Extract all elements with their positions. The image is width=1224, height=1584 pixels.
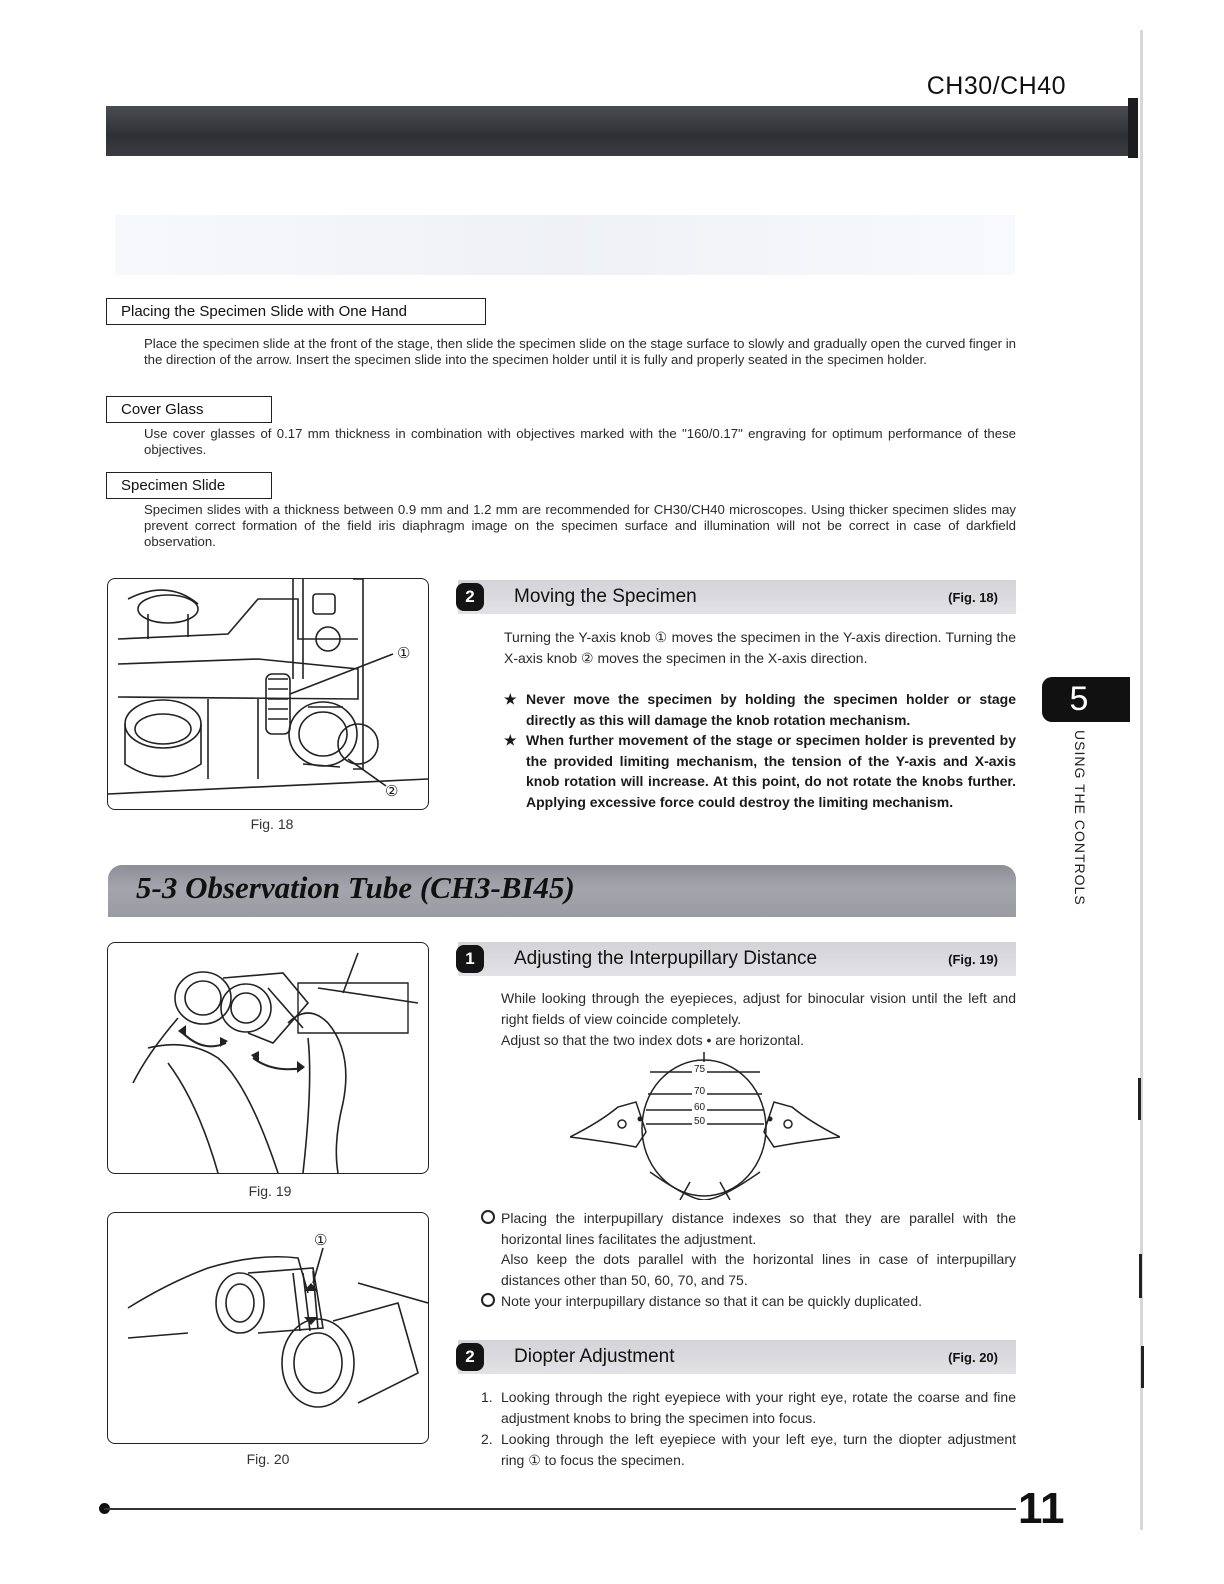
fig-reference: (Fig. 18) bbox=[948, 589, 998, 605]
note-text: Placing the interpupillary distance indexes so that they are parallel with the horizontal lines facilitates the adjustment. bbox=[501, 1210, 1016, 1247]
chapter-label-text: USING THE CONTROLS bbox=[1072, 730, 1088, 906]
interpupillary-text: While looking through the eyepieces, adjust for binocular vision until the left and right fields of view coincide completely. bbox=[501, 990, 1016, 1027]
stage-knob-illustration bbox=[108, 579, 428, 809]
page-number: 11 bbox=[1018, 1484, 1065, 1533]
fig-reference: (Fig. 20) bbox=[948, 1349, 998, 1365]
figure-18-caption: Fig. 18 bbox=[250, 816, 294, 832]
step-text: Looking through the left eyepiece with your left eye, turn the diopter adjustment ring ① to focus the specimen. bbox=[501, 1431, 1016, 1468]
margin-tick bbox=[1139, 1254, 1142, 1298]
step-number: 2. bbox=[481, 1431, 493, 1447]
diopter-ring-illustration bbox=[108, 1213, 428, 1443]
section-heading-one-hand: Placing the Specimen Slide with One Hand bbox=[106, 298, 486, 325]
margin-tick bbox=[1138, 1078, 1141, 1120]
interpupillary-scale-diagram bbox=[570, 1052, 840, 1200]
interpupillary-title: Adjusting the Interpupillary Distance bbox=[514, 948, 818, 969]
warning-star-icon: ★ bbox=[504, 732, 517, 748]
callout-1: ① bbox=[397, 645, 411, 662]
note-bullet-icon bbox=[481, 1210, 495, 1224]
chapter-tab: 5 bbox=[1042, 677, 1130, 722]
warning-item bbox=[504, 730, 1016, 812]
step-number: 1. bbox=[481, 1389, 493, 1405]
diopter-step bbox=[481, 1387, 1016, 1428]
figure-19-caption: Fig. 19 bbox=[248, 1183, 292, 1199]
diopter-header bbox=[458, 1340, 1016, 1374]
warning-text: Never move the specimen by holding the specimen holder or stage directly as this will damage the knob rotation mechanism. bbox=[526, 691, 1016, 728]
note-text: Note your interpupillary distance so that it can be quickly duplicated. bbox=[501, 1293, 923, 1309]
moving-specimen-title: Moving the Specimen bbox=[514, 586, 697, 607]
specimen-slide-text: Specimen slides with a thickness between 0.9 mm and 1.2 mm are recommended for CH30/CH40 microscopes. Using thicker specimen slides may prevent correct formation of the field iris diaphragm image on the specimen surface and illumination will not be correct in case of darkfield observation. bbox=[144, 502, 1016, 549]
interpupillary-header bbox=[458, 942, 1016, 976]
eyepiece-hands-illustration bbox=[108, 943, 428, 1173]
interpupillary-text-2: Adjust so that the two index dots • are horizontal. bbox=[501, 1032, 804, 1048]
scale-label-75: 75 bbox=[694, 1064, 706, 1075]
note-item bbox=[501, 1208, 1016, 1290]
cover-glass-text: Use cover glasses of 0.17 mm thickness in combination with objectives marked with the "160/0.17" engraving for optimum performance of these objectives. bbox=[144, 426, 1016, 457]
footer-rule bbox=[104, 1508, 1016, 1510]
scale-label-70: 70 bbox=[694, 1086, 706, 1097]
fig-reference: (Fig. 19) bbox=[948, 951, 998, 967]
note-item bbox=[501, 1291, 1016, 1312]
moving-specimen-text: Turning the Y-axis knob ① moves the specimen in the Y-axis direction. Turning the X-axis knob ② moves the specimen in the X-axis direction. bbox=[504, 629, 1016, 666]
note-extra-text: Also keep the dots parallel with the horizontal lines in case of interpupillary distances other than 50, 60, 70, and 75. bbox=[501, 1251, 1016, 1288]
diopter-step bbox=[481, 1429, 1016, 1470]
section-number-badge: 1 bbox=[456, 945, 484, 973]
moving-specimen-header bbox=[458, 580, 1016, 614]
header-bar bbox=[106, 106, 1130, 156]
page-edge-shadow bbox=[1140, 30, 1143, 1530]
scale-label-60: 60 bbox=[694, 1102, 706, 1113]
observation-tube-title: 5-3 Observation Tube (CH3-BI45) bbox=[136, 870, 575, 905]
header-bar-end bbox=[1128, 98, 1138, 158]
callout-2: ② bbox=[385, 783, 399, 800]
diopter-title: Diopter Adjustment bbox=[514, 1346, 675, 1367]
figure-19-eyepieces bbox=[107, 942, 429, 1174]
margin-tick bbox=[1141, 1346, 1144, 1388]
note-bullet-icon bbox=[481, 1293, 495, 1307]
warning-star-icon: ★ bbox=[504, 691, 517, 707]
section-number-badge: 2 bbox=[456, 1343, 484, 1371]
warning-item bbox=[504, 689, 1016, 730]
scale-label-50: 50 bbox=[694, 1116, 706, 1127]
step-text: Looking through the right eyepiece with your right eye, rotate the coarse and fine adjustment knobs to bring the specimen into focus. bbox=[501, 1389, 1016, 1426]
one-hand-text: Place the specimen slide at the front of the stage, then slide the specimen slide on the stage surface to slowly and gradually open the curved finger in the direction of the arrow. Insert the specimen slide into the specimen holder until it is fully and properly seated in the specimen holder. bbox=[144, 336, 1016, 367]
warning-text: When further movement of the stage or specimen holder is prevented by the provided limiting mechanism, the tension of the Y-axis and X-axis knob rotation will increase. At this point, do not rotate the knobs further. Applying excessive force could destroy the limiting mechanism. bbox=[526, 732, 1016, 810]
figure-18-stage-knobs bbox=[107, 578, 429, 810]
show-through-band bbox=[115, 215, 1015, 275]
section-number-badge: 2 bbox=[456, 583, 484, 611]
chapter-label bbox=[1064, 730, 1094, 930]
model-name: CH30/CH40 bbox=[926, 72, 1066, 100]
section-heading-specimen-slide: Specimen Slide bbox=[106, 472, 272, 499]
figure-20-caption: Fig. 20 bbox=[246, 1451, 290, 1467]
section-heading-cover-glass: Cover Glass bbox=[106, 396, 272, 423]
callout-1: ① bbox=[314, 1232, 328, 1249]
figure-20-diopter-ring bbox=[107, 1212, 429, 1444]
